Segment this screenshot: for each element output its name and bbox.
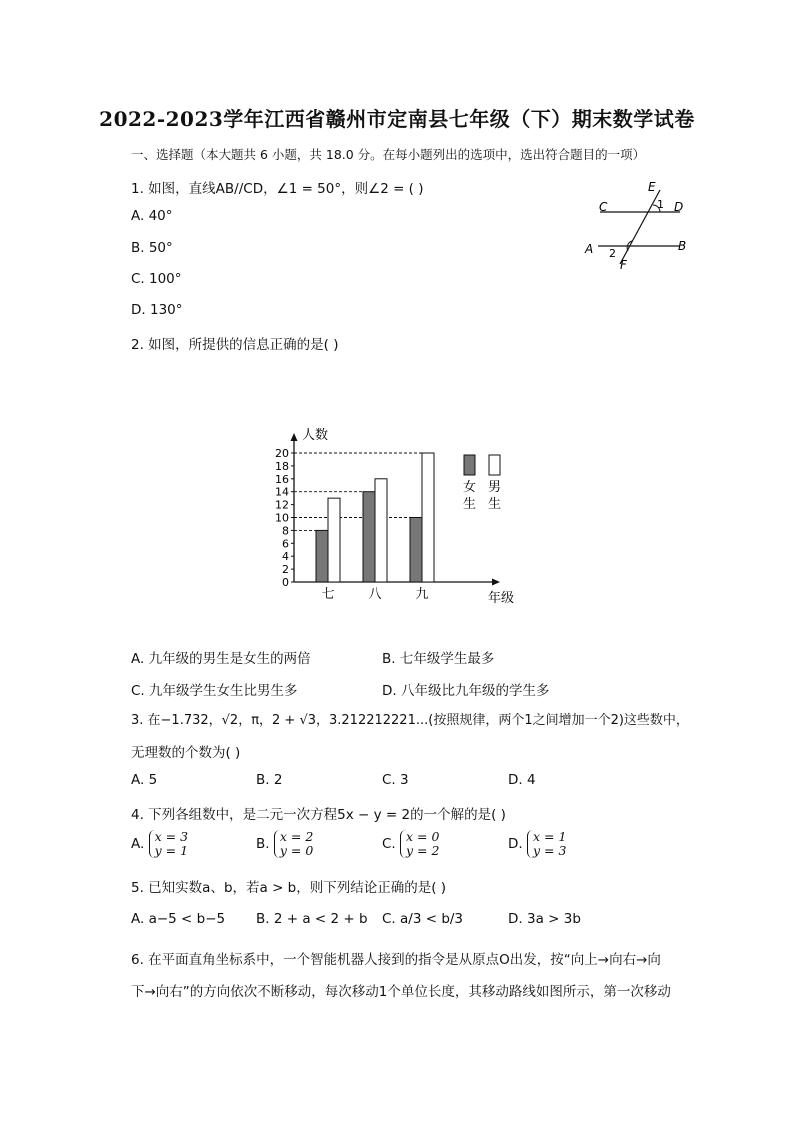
q3-option-c: C. 3 [382,772,409,788]
q1-option-d: D. 130° [131,302,183,318]
q4-option-d-label: D. [508,836,523,852]
q4-option-a [131,830,188,858]
label-angle-1: 1 [657,198,664,211]
q2-option-b: B. 七年级学生最多 [382,651,495,667]
q4-option-d-system: x = 1 y = 3 [527,830,566,858]
label-d: D [674,200,684,214]
line-ef [620,190,660,264]
q3-option-d: D. 4 [508,772,536,788]
q1-option-a: A. 40° [131,208,173,224]
q4-option-b-label: B. [256,836,270,852]
q4-option-b [256,830,313,858]
label-b: B [678,239,687,253]
question-1-stem: 1. 如图，直线AB//CD，∠1 = 50°，则∠2 = ( ) [131,181,424,197]
y-axis-arrow [291,433,298,441]
question-3-stem-line1: 3. 在−1.732，√2，π，2 + √3，3.212212221...(按照规律，两个1之间增加一个2)这些数中， [131,713,689,728]
y-tick-label: 8 [282,524,289,538]
question-2-stem: 2. 如图，所提供的信息正确的是( ) [131,337,339,353]
y-tick-label: 0 [282,576,289,589]
q2-option-c: C. 九年级学生女生比男生多 [131,683,298,699]
legend-label-girls: 生 [462,497,477,512]
y-tick-label: 18 [275,459,289,473]
bar-boys-1 [328,498,340,582]
q4-option-d [508,830,566,858]
question-6-line1: 6. 在平面直角坐标系中，一个智能机器人接到的指令是从原点O出发，按“向上→向右→向 [131,952,661,968]
x-category-label: 七 [321,587,335,602]
y-tick-label: 6 [282,537,289,551]
y-tick-label: 10 [275,511,289,525]
x-category-label: 八 [368,587,382,602]
bar-girls-3 [410,518,422,583]
legend-label-boys: 男 [487,480,502,495]
label-c: C [599,200,608,214]
q5-option-d: D. 3a > 3b [508,911,581,927]
section-heading: 一、选择题（本大题共 6 小题，共 18.0 分。在每小题列出的选项中，选出符合题目的一项） [131,147,646,162]
question-6-line2: 下→向右”的方向依次不断移动，每次移动1个单位长度，其移动路线如图所示，第一次移动 [131,984,671,1000]
x-axis-arrow [492,579,500,586]
y-axis-label: 人数 [302,428,329,443]
label-e: E [648,180,656,194]
y-tick-label: 4 [282,550,289,564]
bar-girls-1 [316,530,328,582]
q1-option-c: C. 100° [131,271,182,287]
bar-girls-2 [363,492,375,582]
question-5-stem: 5. 已知实数a、b，若a > b，则下列结论正确的是( ) [131,880,447,896]
question-4-stem: 4. 下列各组数中，是二元一次方程5x − y = 2的一个解的是( ) [131,807,506,823]
bar-chart [262,416,532,608]
parallel-lines-figure [580,178,700,274]
q5-option-c: C. a/3 < b/3 [382,911,464,927]
q4-option-a-label: A. [131,836,145,852]
legend-swatch-girls [464,455,475,475]
legend-label-girls: 女 [462,480,477,495]
y-tick-label: 14 [275,485,289,499]
q2-option-a: A. 九年级的男生是女生的两倍 [131,651,311,667]
q4-option-c-system: x = 0 y = 2 [400,830,439,858]
q5-option-a: A. a−5 < b−5 [131,911,226,927]
q2-option-d: D. 八年级比九年级的学生多 [382,683,550,699]
q3-option-b: B. 2 [256,772,283,788]
label-angle-2: 2 [609,247,616,260]
q3-option-a: A. 5 [131,772,158,788]
label-a: A [585,242,594,256]
y-tick-label: 12 [275,498,289,512]
q1-option-b: B. 50° [131,240,173,256]
question-3-stem-line2: 无理数的个数为( ) [131,745,241,761]
y-tick-label: 2 [282,563,289,577]
y-tick-label: 16 [275,472,289,486]
q4-option-c-label: C. [382,836,396,852]
q4-option-b-system: x = 2 y = 0 [274,830,313,858]
x-axis-label: 年级 [488,591,515,606]
q5-option-b: B. 2 + a < 2 + b [256,911,368,927]
legend-swatch-boys [489,455,500,475]
x-category-label: 九 [415,587,429,602]
q4-option-a-system: x = 3 y = 1 [149,830,188,858]
legend-label-boys: 生 [487,497,502,512]
label-f: F [620,258,627,272]
y-tick-label: 20 [275,447,289,460]
bar-boys-3 [422,453,434,582]
page-title: 2022-2023学年江西省赣州市定南县七年级（下）期末数学试卷 [99,107,695,131]
q4-option-c [382,830,439,858]
bar-boys-2 [375,479,387,582]
